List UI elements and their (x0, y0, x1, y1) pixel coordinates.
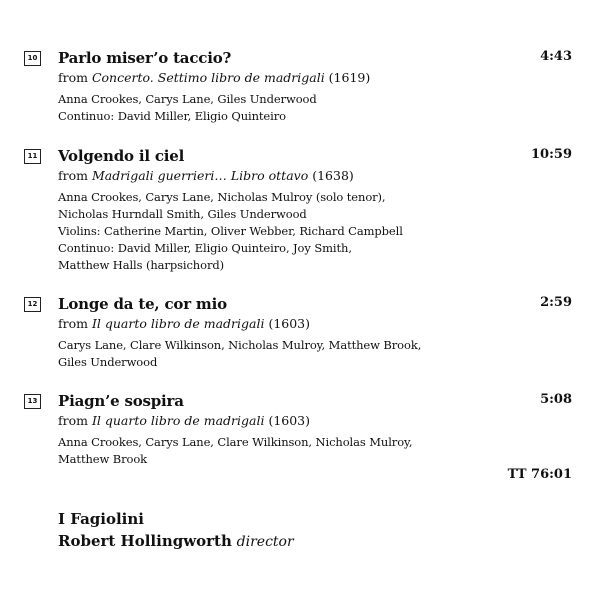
source-work: Madrigali guerrieri… Libro ottavo (91, 168, 309, 183)
performer-line: Anna Crookes, Carys Lane, Giles Underwood (58, 92, 317, 106)
track-number-box: 10 (24, 51, 41, 66)
performers (58, 434, 412, 468)
total-time: TT 76:01 (507, 467, 572, 482)
performers (58, 91, 317, 125)
track-title: Volgendo il ciel (58, 147, 185, 165)
track-duration: 4:43 (540, 49, 572, 64)
track-number-box: 13 (24, 394, 41, 409)
source-work: Concerto. Settimo libro de madrigali (91, 70, 325, 85)
source-work: Il quarto libro de madrigali (91, 316, 265, 331)
track-title: Longe da te, cor mio (58, 295, 227, 313)
performers (58, 337, 421, 371)
performer-line: Anna Crookes, Carys Lane, Nicholas Mulroy (solo tenor), (58, 190, 386, 204)
performer-line: Matthew Halls (harpsichord) (58, 258, 224, 272)
track-duration: 5:08 (540, 392, 572, 407)
director-credit (58, 532, 294, 550)
track-duration: 2:59 (540, 295, 572, 310)
track-number-box: 11 (24, 149, 41, 164)
performer-line: Giles Underwood (58, 355, 158, 369)
performer-line: Continuo: David Miller, Eligio Quinteiro (58, 109, 286, 123)
track-number-box: 12 (24, 297, 41, 312)
track-duration: 10:59 (531, 147, 572, 162)
performer-line: Carys Lane, Clare Wilkinson, Nicholas Mulroy, Matthew Brook, (58, 338, 422, 352)
performer-line: Nicholas Hurndall Smith, Giles Underwood (58, 207, 307, 221)
track-title: Piagn’e sospira (58, 392, 184, 410)
track-source: from Concerto. Settimo libro de madrigali (1619) (58, 70, 371, 85)
performers (58, 189, 403, 274)
performer-line: Continuo: David Miller, Eligio Quinteiro, Joy Smith, (58, 241, 352, 255)
director-name: Robert Hollingworth (58, 532, 232, 550)
track-source: from Il quarto libro de madrigali (1603) (58, 413, 311, 428)
performer-line: Anna Crookes, Carys Lane, Clare Wilkinson, Nicholas Mulroy, (58, 435, 413, 449)
track-source: from Madrigali guerrieri… Libro ottavo (1638) (58, 168, 354, 183)
track-source: from Il quarto libro de madrigali (1603) (58, 316, 311, 331)
performer-line: Matthew Brook (58, 452, 148, 466)
source-work: Il quarto libro de madrigali (91, 413, 265, 428)
track-title: Parlo miser’o taccio? (58, 49, 232, 67)
director-role: director (236, 534, 294, 550)
ensemble-name: I Fagiolini (58, 510, 144, 528)
performer-line: Violins: Catherine Martin, Oliver Webber, Richard Campbell (58, 224, 403, 238)
